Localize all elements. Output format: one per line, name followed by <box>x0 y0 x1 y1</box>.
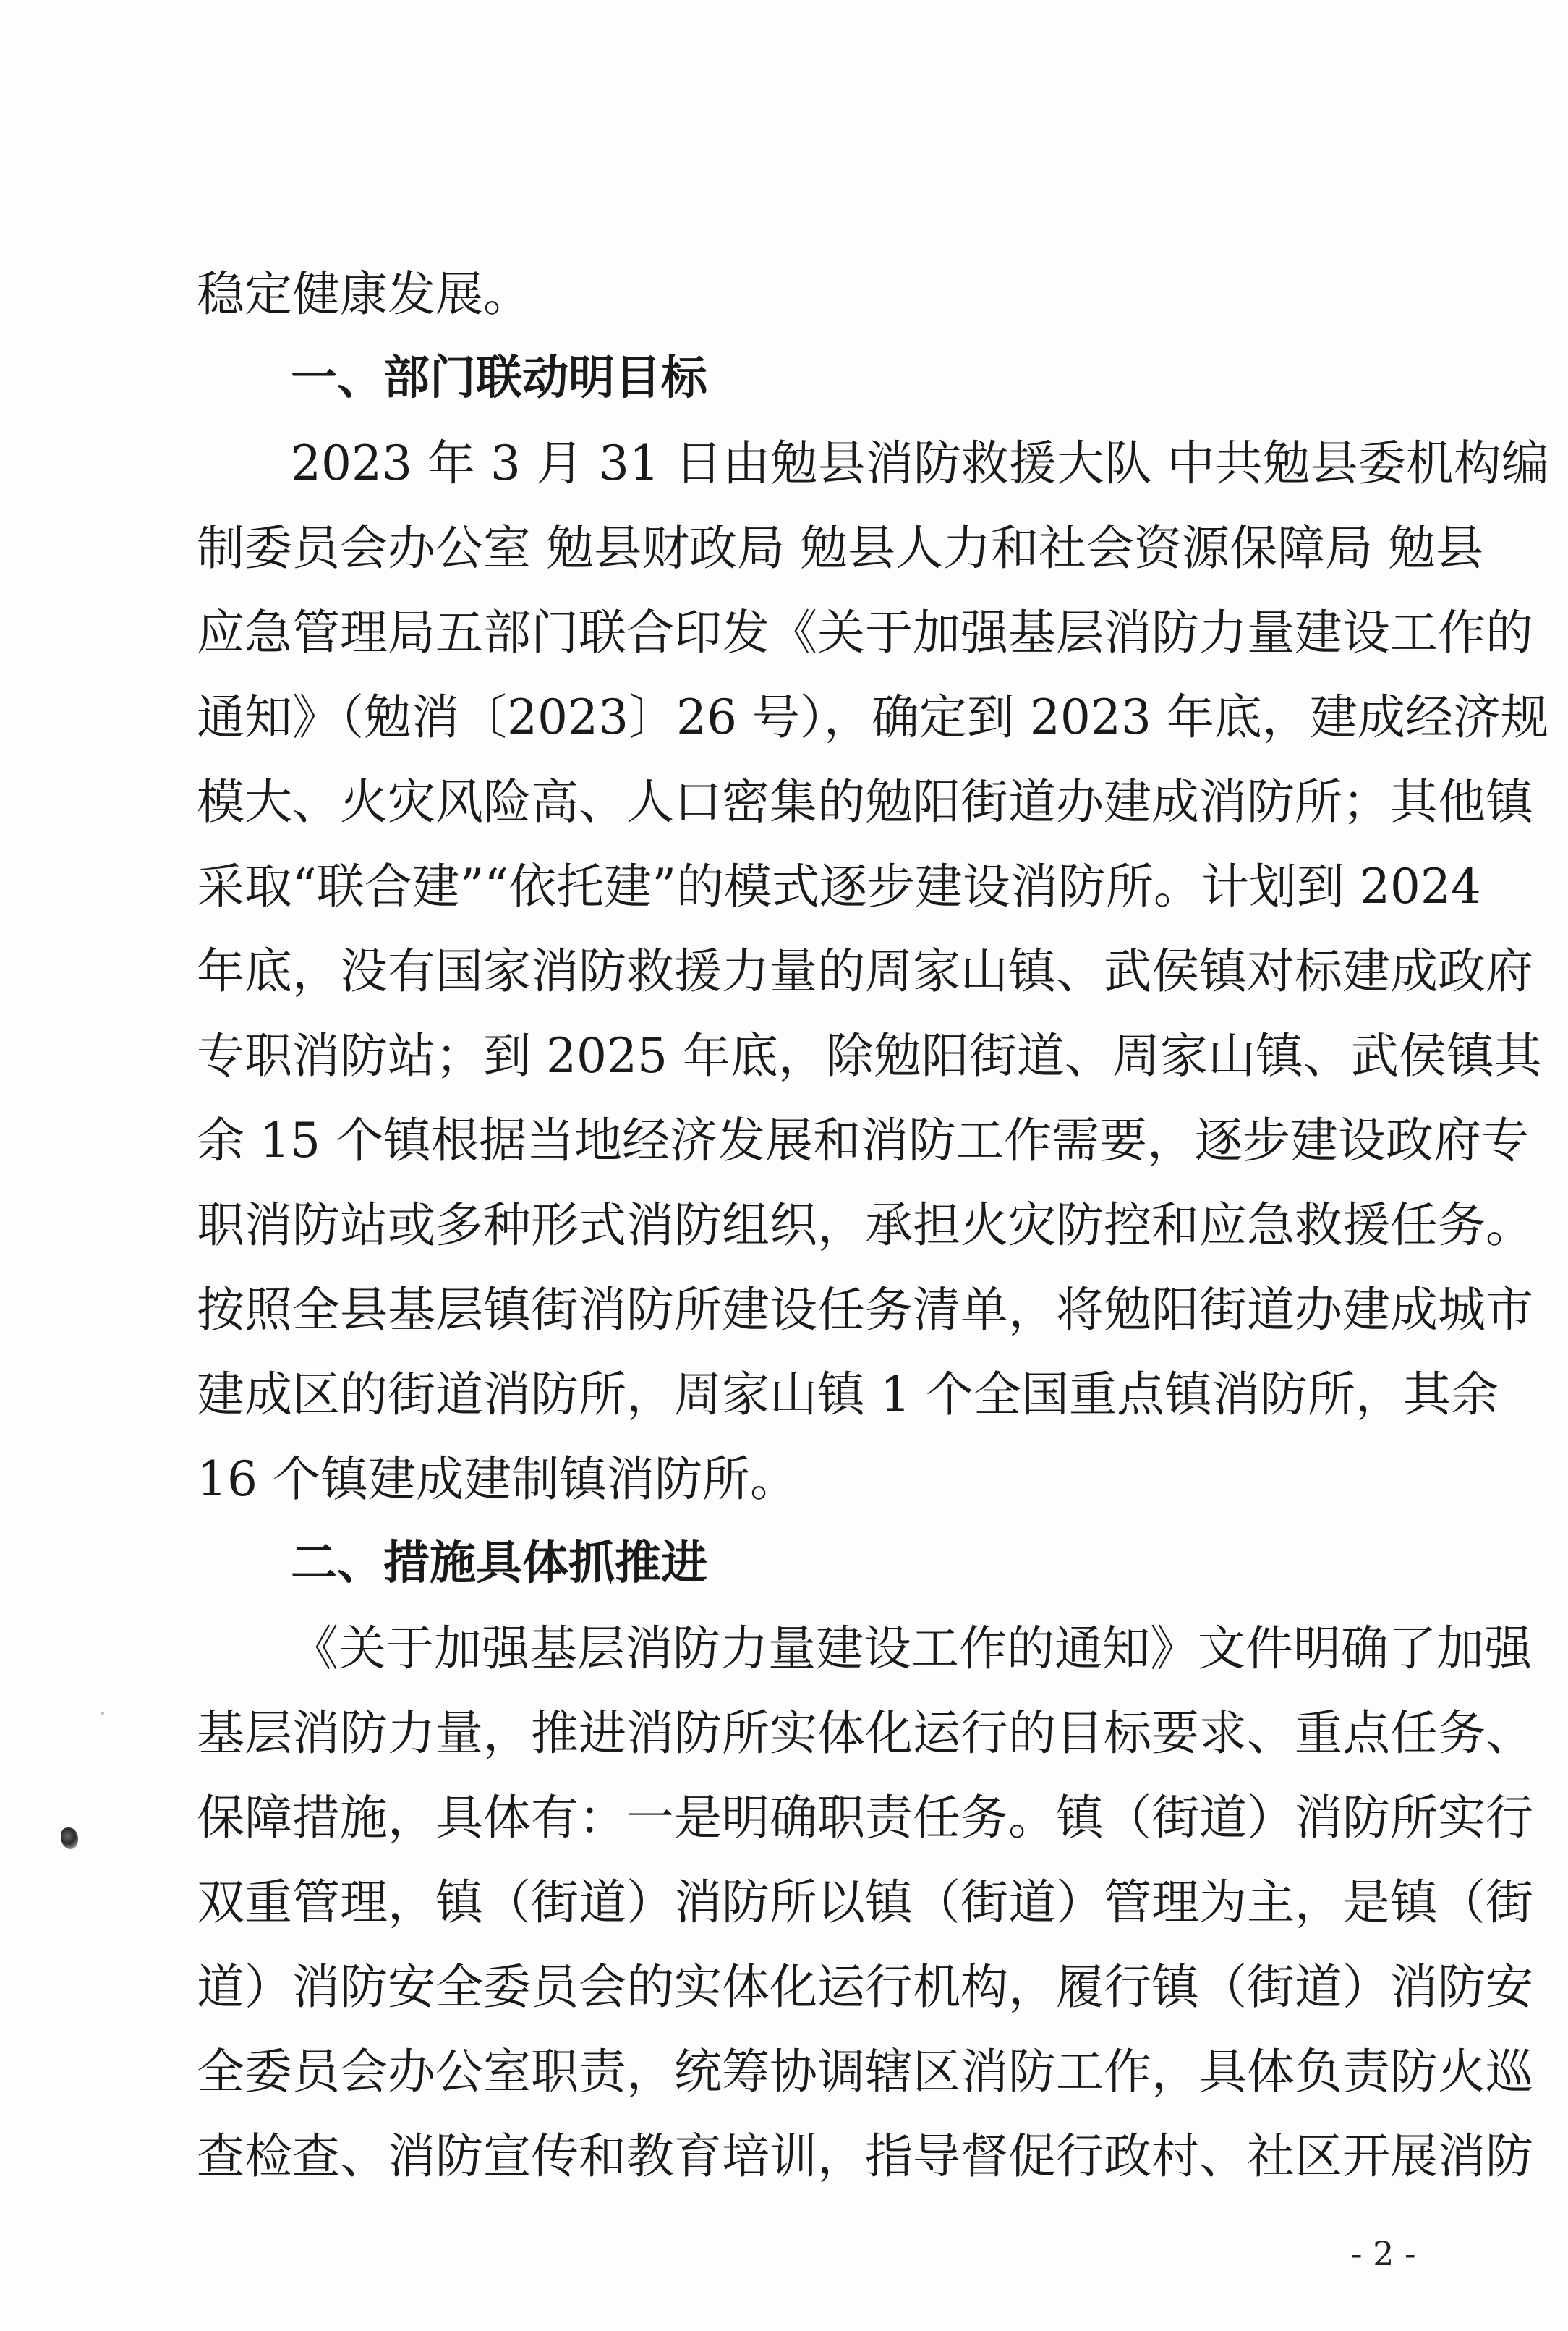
body-line: 查检查、消防宣传和教育培训，指导督促行政村、社区开展消防 <box>197 2128 1533 2184</box>
body-line: 双重管理，镇（街道）消防所以镇（街道）管理为主，是镇（街 <box>197 1874 1533 1930</box>
body-line: 应急管理局五部门联合印发《关于加强基层消防力量建设工作的 <box>197 605 1533 661</box>
body-line: 模大、火灾风险高、人口密集的勉阳街道办建成消防所；其他镇 <box>197 774 1533 830</box>
body-line: 16 个镇建成建制镇消防所。 <box>197 1451 798 1507</box>
section-heading-2: 二、措施具体抓推进 <box>291 1537 707 1590</box>
section-heading-1: 一、部门联动明目标 <box>291 352 707 405</box>
body-line: 制委员会办公室 勉县财政局 勉县人力和社会资源保障局 勉县 <box>197 520 1483 576</box>
body-line: 《关于加强基层消防力量建设工作的通知》文件明确了加强 <box>291 1621 1532 1676</box>
body-line: 基层消防力量，推进消防所实体化运行的目标要求、重点任务、 <box>197 1705 1533 1761</box>
body-line: 稳定健康发展。 <box>197 266 531 322</box>
body-line: 保障措施，具体有：一是明确职责任务。镇（街道）消防所实行 <box>197 1790 1533 1846</box>
document-body <box>197 252 1549 2199</box>
body-line: 全委员会办公室职责，统筹协调辖区消防工作，具体负责防火巡 <box>197 2044 1533 2099</box>
body-line: 建成区的街道消防所，周家山镇 1 个全国重点镇消防所，其余 <box>197 1367 1499 1422</box>
body-line: 余 15 个镇根据当地经济发展和消防工作需要，逐步建设政府专 <box>197 1113 1529 1168</box>
page-number: - 2 - <box>1351 2234 1416 2273</box>
body-line: 道）消防安全委员会的实体化运行机构，履行镇（街道）消防安 <box>197 1959 1533 2015</box>
body-line: 年底，没有国家消防救援力量的周家山镇、武侯镇对标建成政府 <box>197 943 1533 999</box>
body-line: 专职消防站；到 2025 年底，除勉阳街道、周家山镇、武侯镇其 <box>197 1028 1542 1084</box>
body-line: 通知》（勉消〔2023〕26 号），确定到 2023 年底，建成经济规 <box>197 689 1548 745</box>
body-line: 按照全县基层镇街消防所建设任务清单，将勉阳街道办建成城市 <box>197 1282 1533 1338</box>
body-line: 采取“联合建”“依托建”的模式逐步建设消防所。计划到 2024 <box>197 859 1481 914</box>
scan-speck <box>61 1827 78 1849</box>
scan-dot <box>101 1712 104 1715</box>
body-line: 职消防站或多种形式消防组织，承担火灾防控和应急救援任务。 <box>197 1197 1533 1253</box>
body-line: 2023 年 3 月 31 日由勉县消防救援大队 中共勉县委机构编 <box>291 436 1549 491</box>
